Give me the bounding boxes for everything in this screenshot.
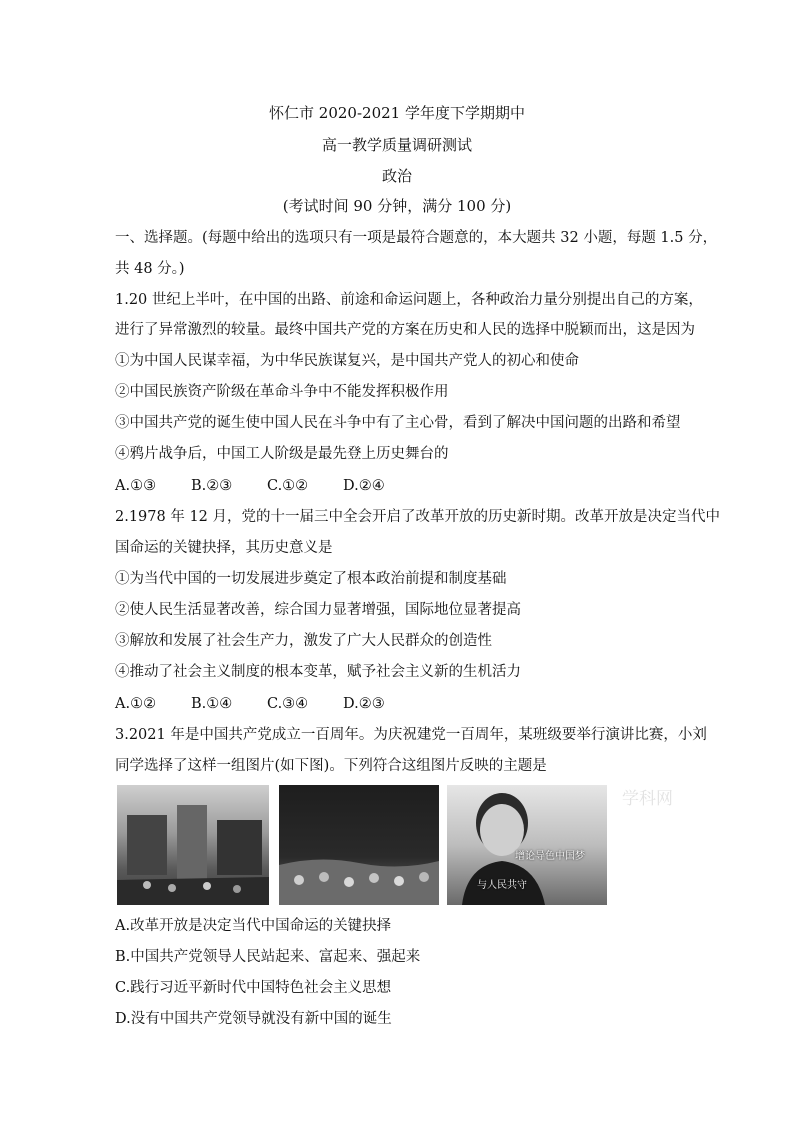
section-instructions-line1: 一、选择题。(每题中给出的选项只有一项是最符合题意的，本大题共 32 小题，每题 1.5 分， [115, 230, 718, 246]
q2-statement-3: ③解放和发展了社会生产力，激发了广大人民群众的创造性 [115, 633, 492, 649]
q2-statement-4: ④推动了社会主义制度的根本变革，赋予社会主义新的生机活力 [115, 664, 521, 680]
photo-caption-dream: 增论导色中国梦 [515, 851, 585, 862]
q2-stem-line2: 国命运的关键抉择，其历史意义是 [115, 540, 333, 556]
q3-option-c: C.践行习近平新时代中国特色社会主义思想 [115, 980, 392, 996]
section-instructions-line2: 共 48 分。) [115, 261, 185, 277]
q1-option-b: B.②③ [191, 478, 233, 494]
photo-caption-people: 与人民共守 [477, 880, 527, 891]
q1-statement-4: ④鸦片战争后，中国工人阶级是最先登上历史舞台的 [115, 446, 449, 462]
q2-statement-2: ②使人民生活显著改善，综合国力显著增强，国际地位显著提高 [115, 602, 521, 618]
exam-subject: 政治 [381, 167, 412, 185]
q2-option-b: B.①④ [191, 696, 233, 712]
q2-option-a: A.①② [115, 696, 157, 712]
photo-1-art [117, 785, 269, 905]
q3-option-a: A.改革开放是决定当代中国命运的关键抉择 [115, 918, 392, 934]
q1-options [115, 476, 419, 496]
q3-photo-crowd-gathering [279, 785, 439, 905]
q1-stem-line1: 1.20 世纪上半叶，在中国的出路、前途和命运问题上，各种政治力量分别提出自己的方案， [115, 292, 703, 308]
q1-statement-2: ②中国民族资产阶级在革命斗争中不能发挥积极作用 [115, 384, 449, 400]
q3-stem-line2: 同学选择了这样一组图片(如下图)。下列符合这组图片反映的主题是 [115, 758, 547, 774]
q3-option-b: B.中国共产党领导人民站起来、富起来、强起来 [115, 949, 421, 965]
exam-time-note: (考试时间 90 分钟，满分 100 分) [282, 197, 512, 215]
photo-2-art [279, 785, 439, 905]
watermark-text: 学科网 [622, 789, 673, 809]
q1-option-a: A.①③ [115, 478, 157, 494]
q1-stem-line2: 进行了异常激烈的较量。最终中国共产党的方案在历史和人民的选择中脱颖而出，这是因为 [115, 322, 695, 338]
q2-stem-line1: 2.1978 年 12 月，党的十一届三中全会开启了改革开放的历史新时期。改革开放是决定当代中 [115, 509, 721, 525]
q3-photo-leader-portrait [447, 785, 607, 905]
exam-title-line1: 怀仁市 2020-2021 学年度下学期期中 [269, 104, 525, 122]
photo-3-art [447, 785, 607, 905]
q3-photo-founding-ceremony [117, 785, 269, 905]
q3-stem-line1: 3.2021 年是中国共产党成立一百周年。为庆祝建党一百周年，某班级要举行演讲比赛，小刘 [115, 727, 707, 743]
q3-photo-group [117, 785, 607, 905]
q1-option-c: C.①② [267, 478, 309, 494]
q2-statement-1: ①为当代中国的一切发展进步奠定了根本政治前提和制度基础 [115, 571, 507, 587]
exam-title-line2: 高一教学质量调研测试 [321, 136, 472, 154]
q2-options [115, 694, 419, 714]
q2-option-c: C.③④ [267, 696, 309, 712]
q1-statement-3: ③中国共产党的诞生使中国人民在斗争中有了主心骨，看到了解决中国问题的出路和希望 [115, 415, 681, 431]
q2-option-d: D.②③ [343, 696, 385, 712]
q3-option-d: D.没有中国共产党领导就没有新中国的诞生 [115, 1011, 392, 1027]
q1-option-d: D.②④ [343, 478, 385, 494]
q1-statement-1: ①为中国人民谋幸福，为中华民族谋复兴，是中国共产党人的初心和使命 [115, 353, 579, 369]
